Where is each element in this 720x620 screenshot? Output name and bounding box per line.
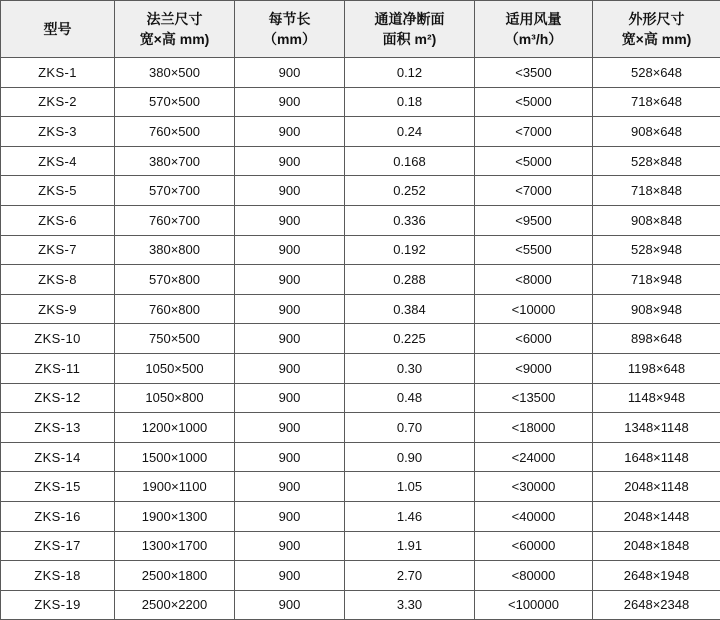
cell-model: ZKS-17 [1, 531, 115, 561]
table-row [1, 442, 720, 472]
cell-net-section-area: 3.30 [345, 590, 475, 620]
header-line: 宽×高 mm) [593, 29, 720, 49]
table-row [1, 205, 720, 235]
cell-model: ZKS-15 [1, 472, 115, 502]
cell-model: ZKS-2 [1, 87, 115, 117]
header-line: （mm） [235, 29, 344, 49]
cell-flange-size: 1500×1000 [115, 442, 235, 472]
table-row [1, 561, 720, 591]
cell-flange-size: 1900×1300 [115, 501, 235, 531]
cell-net-section-area: 0.168 [345, 146, 475, 176]
cell-section-length: 900 [235, 205, 345, 235]
table-row [1, 117, 720, 147]
cell-overall-size: 2648×2348 [593, 590, 720, 620]
cell-air-volume: <30000 [475, 472, 593, 502]
table-row [1, 383, 720, 413]
cell-model: ZKS-4 [1, 146, 115, 176]
cell-net-section-area: 0.18 [345, 87, 475, 117]
column-header-net-section-area [345, 1, 475, 58]
cell-model: ZKS-16 [1, 501, 115, 531]
cell-overall-size: 1348×1148 [593, 413, 720, 443]
cell-model: ZKS-12 [1, 383, 115, 413]
cell-overall-size: 908×948 [593, 294, 720, 324]
table-row [1, 590, 720, 620]
cell-model: ZKS-11 [1, 353, 115, 383]
cell-model: ZKS-13 [1, 413, 115, 443]
cell-section-length: 900 [235, 176, 345, 206]
table-row [1, 294, 720, 324]
cell-overall-size: 528×848 [593, 146, 720, 176]
cell-air-volume: <6000 [475, 324, 593, 354]
cell-net-section-area: 0.70 [345, 413, 475, 443]
cell-overall-size: 908×848 [593, 205, 720, 235]
cell-section-length: 900 [235, 87, 345, 117]
cell-flange-size: 2500×1800 [115, 561, 235, 591]
table-row [1, 176, 720, 206]
table-header [1, 1, 720, 58]
header-line: 通道净断面 [345, 9, 474, 29]
cell-net-section-area: 0.12 [345, 58, 475, 88]
column-header-model [1, 1, 115, 58]
table-row [1, 58, 720, 88]
cell-flange-size: 1900×1100 [115, 472, 235, 502]
cell-overall-size: 718×848 [593, 176, 720, 206]
cell-section-length: 900 [235, 590, 345, 620]
cell-air-volume: <5000 [475, 146, 593, 176]
table-row [1, 235, 720, 265]
cell-net-section-area: 0.225 [345, 324, 475, 354]
cell-section-length: 900 [235, 58, 345, 88]
table-row [1, 413, 720, 443]
header-line: 型号 [1, 19, 114, 39]
header-line: 宽×高 mm) [115, 29, 234, 49]
cell-overall-size: 898×648 [593, 324, 720, 354]
cell-flange-size: 760×500 [115, 117, 235, 147]
table-row [1, 265, 720, 295]
cell-overall-size: 718×948 [593, 265, 720, 295]
cell-section-length: 900 [235, 117, 345, 147]
cell-flange-size: 1200×1000 [115, 413, 235, 443]
cell-model: ZKS-10 [1, 324, 115, 354]
cell-model: ZKS-9 [1, 294, 115, 324]
cell-section-length: 900 [235, 235, 345, 265]
cell-flange-size: 380×800 [115, 235, 235, 265]
cell-air-volume: <13500 [475, 383, 593, 413]
cell-air-volume: <40000 [475, 501, 593, 531]
cell-overall-size: 1648×1148 [593, 442, 720, 472]
table-row [1, 353, 720, 383]
table-header-row [1, 1, 720, 58]
cell-flange-size: 750×500 [115, 324, 235, 354]
cell-model: ZKS-3 [1, 117, 115, 147]
table-row [1, 146, 720, 176]
cell-net-section-area: 0.384 [345, 294, 475, 324]
cell-air-volume: <7000 [475, 176, 593, 206]
cell-overall-size: 908×648 [593, 117, 720, 147]
cell-net-section-area: 0.336 [345, 205, 475, 235]
cell-overall-size: 528×948 [593, 235, 720, 265]
cell-air-volume: <24000 [475, 442, 593, 472]
cell-section-length: 900 [235, 531, 345, 561]
cell-flange-size: 760×800 [115, 294, 235, 324]
cell-section-length: 900 [235, 324, 345, 354]
cell-flange-size: 570×800 [115, 265, 235, 295]
cell-air-volume: <10000 [475, 294, 593, 324]
cell-net-section-area: 0.30 [345, 353, 475, 383]
cell-overall-size: 2048×1148 [593, 472, 720, 502]
cell-flange-size: 1050×500 [115, 353, 235, 383]
cell-air-volume: <7000 [475, 117, 593, 147]
cell-net-section-area: 0.252 [345, 176, 475, 206]
table-body [1, 58, 720, 620]
cell-net-section-area: 0.288 [345, 265, 475, 295]
column-header-section-length [235, 1, 345, 58]
cell-section-length: 900 [235, 146, 345, 176]
cell-section-length: 900 [235, 561, 345, 591]
cell-flange-size: 380×700 [115, 146, 235, 176]
cell-flange-size: 570×500 [115, 87, 235, 117]
cell-flange-size: 380×500 [115, 58, 235, 88]
table-row [1, 472, 720, 502]
cell-air-volume: <80000 [475, 561, 593, 591]
cell-model: ZKS-5 [1, 176, 115, 206]
cell-overall-size: 718×648 [593, 87, 720, 117]
cell-model: ZKS-19 [1, 590, 115, 620]
cell-overall-size: 2648×1948 [593, 561, 720, 591]
cell-model: ZKS-8 [1, 265, 115, 295]
cell-flange-size: 1300×1700 [115, 531, 235, 561]
cell-net-section-area: 0.24 [345, 117, 475, 147]
cell-net-section-area: 1.05 [345, 472, 475, 502]
cell-net-section-area: 0.90 [345, 442, 475, 472]
cell-overall-size: 528×648 [593, 58, 720, 88]
cell-model: ZKS-18 [1, 561, 115, 591]
cell-net-section-area: 0.48 [345, 383, 475, 413]
cell-section-length: 900 [235, 294, 345, 324]
cell-overall-size: 2048×1848 [593, 531, 720, 561]
table-row [1, 87, 720, 117]
table-row [1, 501, 720, 531]
cell-model: ZKS-6 [1, 205, 115, 235]
cell-flange-size: 2500×2200 [115, 590, 235, 620]
cell-section-length: 900 [235, 413, 345, 443]
cell-section-length: 900 [235, 383, 345, 413]
cell-net-section-area: 1.91 [345, 531, 475, 561]
cell-section-length: 900 [235, 353, 345, 383]
cell-flange-size: 760×700 [115, 205, 235, 235]
cell-flange-size: 1050×800 [115, 383, 235, 413]
cell-model: ZKS-7 [1, 235, 115, 265]
column-header-overall-size [593, 1, 720, 58]
cell-air-volume: <60000 [475, 531, 593, 561]
cell-air-volume: <18000 [475, 413, 593, 443]
cell-net-section-area: 2.70 [345, 561, 475, 591]
cell-air-volume: <9000 [475, 353, 593, 383]
column-header-air-volume [475, 1, 593, 58]
cell-model: ZKS-1 [1, 58, 115, 88]
cell-air-volume: <5000 [475, 87, 593, 117]
header-line: 每节长 [235, 9, 344, 29]
cell-air-volume: <5500 [475, 235, 593, 265]
cell-air-volume: <9500 [475, 205, 593, 235]
column-header-flange-size [115, 1, 235, 58]
cell-air-volume: <8000 [475, 265, 593, 295]
cell-air-volume: <100000 [475, 590, 593, 620]
cell-section-length: 900 [235, 501, 345, 531]
header-line: 外形尺寸 [593, 9, 720, 29]
cell-overall-size: 2048×1448 [593, 501, 720, 531]
cell-air-volume: <3500 [475, 58, 593, 88]
cell-section-length: 900 [235, 472, 345, 502]
cell-flange-size: 570×700 [115, 176, 235, 206]
table-row [1, 531, 720, 561]
table-row [1, 324, 720, 354]
header-line: 法兰尺寸 [115, 9, 234, 29]
cell-section-length: 900 [235, 265, 345, 295]
cell-overall-size: 1148×948 [593, 383, 720, 413]
cell-net-section-area: 1.46 [345, 501, 475, 531]
header-line: 面积 m²) [345, 29, 474, 49]
cell-net-section-area: 0.192 [345, 235, 475, 265]
cell-section-length: 900 [235, 442, 345, 472]
cell-model: ZKS-14 [1, 442, 115, 472]
header-line: （m³/h） [475, 29, 592, 49]
cell-overall-size: 1198×648 [593, 353, 720, 383]
header-line: 适用风量 [475, 9, 592, 29]
